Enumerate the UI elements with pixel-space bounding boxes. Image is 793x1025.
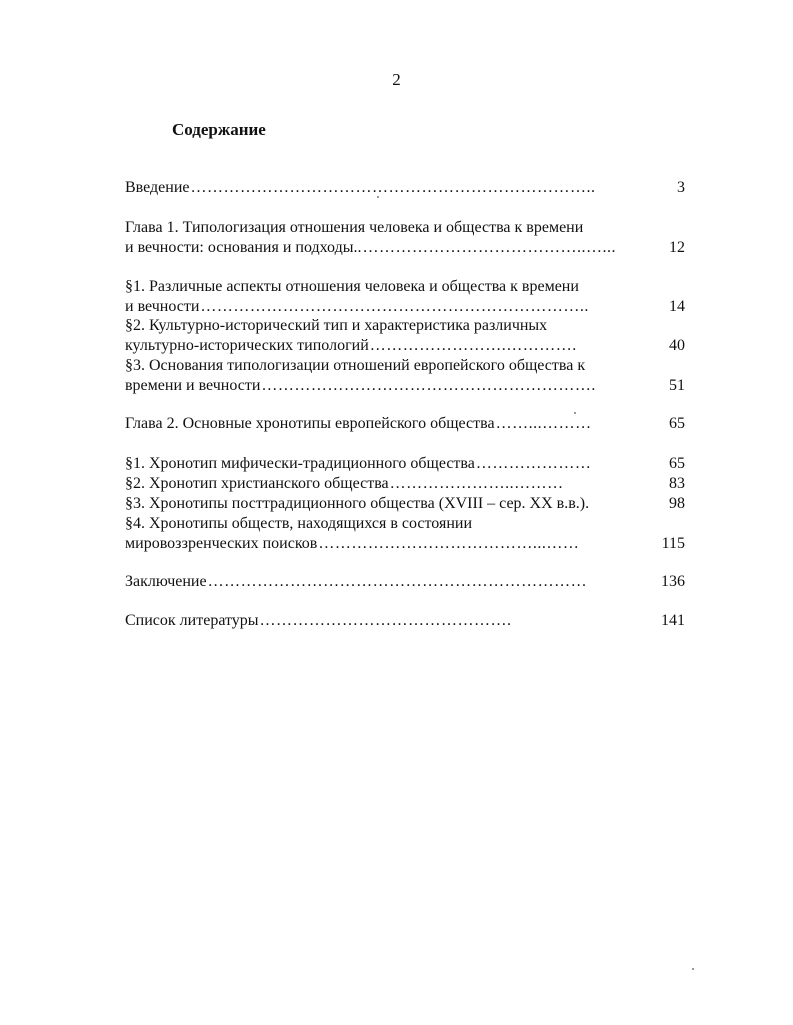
toc-entry-text: культурно-исторических типологий [125, 337, 369, 354]
toc-entry-text: §3. Основания типологизации отношений европейского общества к [125, 357, 586, 374]
toc-leader-dots: …………………………………………………………….. [200, 298, 589, 315]
toc-leader-dots: …………………………………………………………… [207, 573, 588, 590]
toc-leader-dots: ……...……… [495, 415, 592, 432]
toc-entry-section-1-2 [125, 316, 685, 356]
toc-leader-dots: …………………………………..…... [362, 239, 616, 256]
toc-page-number: 115 [661, 535, 685, 552]
toc-page-number: 141 [661, 612, 685, 629]
toc-leader-dots: ……………………………………………………………….. [190, 179, 596, 196]
toc-page-number: 65 [669, 415, 685, 432]
toc-page-number: 40 [669, 337, 685, 354]
toc-entry-text: §2. Культурно-исторический тип и характеристика различных [125, 317, 548, 334]
toc-page-number: 83 [669, 475, 685, 492]
toc-entry-text: Список литературы [125, 612, 259, 629]
toc-entry-text: и вечности [125, 298, 200, 315]
toc-leader-dots: ………………… [475, 455, 592, 472]
toc-entry-section-2-2 [125, 474, 685, 494]
toc-leader-dots: …………………..……… [389, 475, 564, 492]
toc-page-number: 65 [669, 455, 685, 472]
toc-page-number: 3 [677, 179, 685, 196]
toc-entry-section-2-1 [125, 454, 685, 474]
toc-entry-section-2-4 [125, 514, 685, 554]
toc-entry-text: §1. Хронотип мифически-традиционного общества [125, 455, 475, 472]
toc-entry-conclusion [125, 572, 685, 592]
toc-page-number: 51 [669, 377, 685, 394]
toc-entry-section-1-1 [125, 277, 685, 317]
toc-entry-text: §3. Хронотипы посттрадиционного общества (XVIII – сер. XX в.в.). [125, 495, 590, 512]
toc-entry-text: Глава 2. Основные хронотипы европейского общества [125, 415, 495, 432]
scan-speck [574, 412, 576, 414]
toc-page-number: 98 [669, 495, 685, 512]
scan-speck [377, 196, 379, 198]
toc-leader-dots: …………………….…………. [369, 337, 577, 354]
toc-leader-dots: …………………………………...…… [318, 535, 580, 552]
toc-entry-text: Глава 1. Типологизация отношения человека и общества к времени [125, 219, 584, 236]
toc-leader-dots: ……………………………………………………. [261, 377, 596, 394]
toc-page-number: 14 [669, 298, 685, 315]
scan-speck [692, 968, 694, 970]
toc-entry-text: §4. Хронотипы обществ, находящихся в состоянии [125, 515, 473, 532]
toc-page-number: 12 [669, 239, 685, 256]
toc-entry-introduction [125, 178, 685, 198]
toc-entry-bibliography [125, 611, 685, 631]
page-number: 2 [392, 70, 401, 89]
toc-leader-dots: ………………………………………. [259, 612, 512, 629]
toc-entry-text: времени и вечности [125, 377, 261, 394]
toc-entry-section-2-3 [125, 494, 685, 514]
toc-entry-text: мировоззренческих поисков [125, 535, 318, 552]
toc-entry-text: §2. Хронотип христианского общества [125, 475, 389, 492]
toc-entry-text: Заключение [125, 573, 207, 590]
toc-entry-chapter-1 [125, 218, 685, 258]
page-title: Содержание [172, 120, 266, 139]
toc-entry-text: §1. Различные аспекты отношения человека и общества к времени [125, 278, 579, 295]
toc-entry-section-1-3 [125, 356, 685, 396]
toc-entry-chapter-2 [125, 414, 685, 434]
toc-page-number: 136 [661, 573, 685, 590]
toc-entry-text: и вечности: основания и подходы.. [125, 239, 362, 256]
toc-entry-text: Введение [125, 179, 190, 196]
